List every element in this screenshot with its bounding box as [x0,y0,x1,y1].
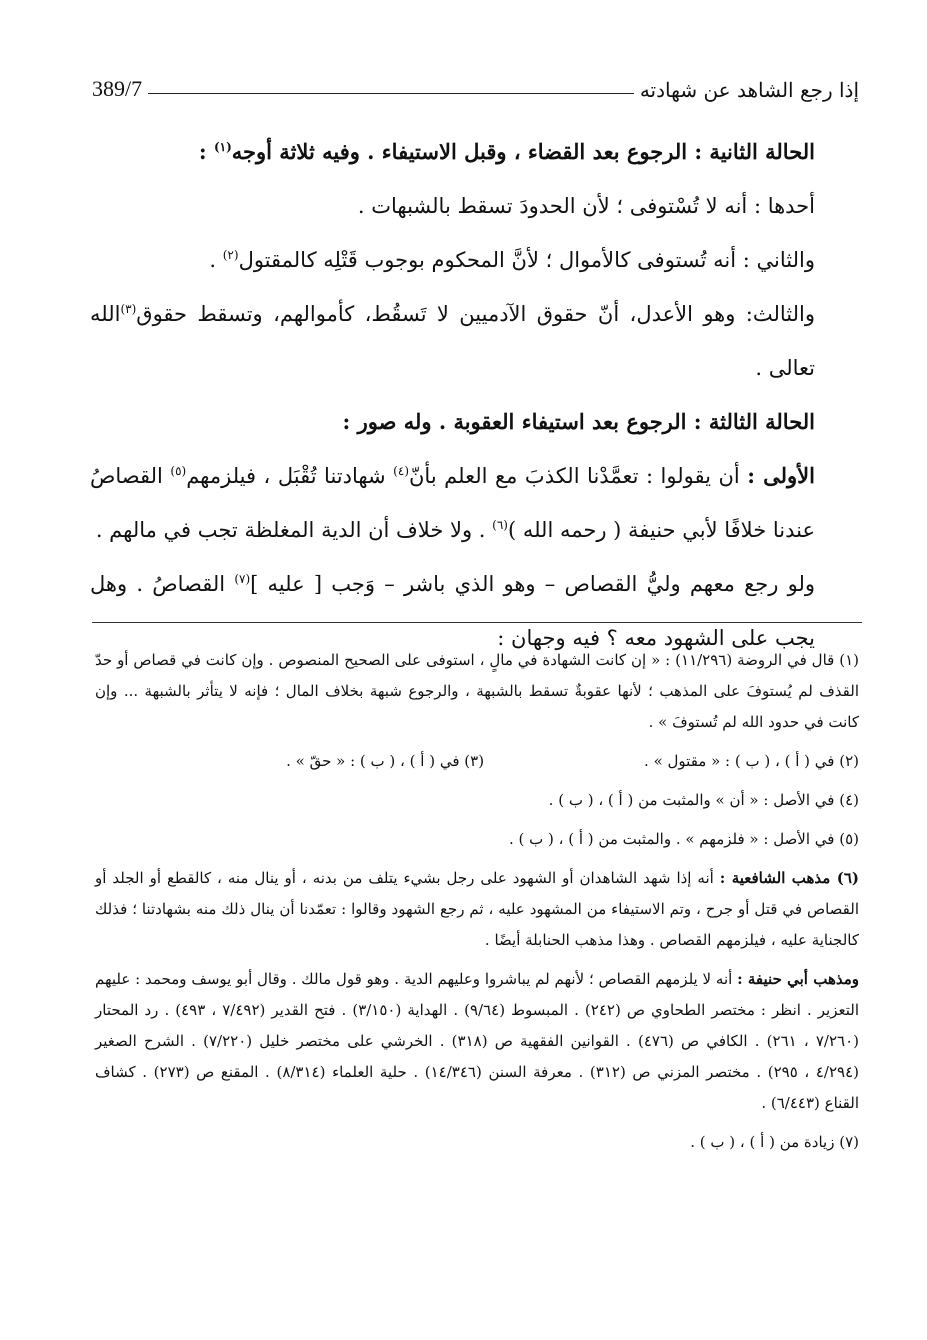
running-header [92,66,859,102]
footnote-ref: (٥) [170,464,187,478]
case2-heading: الحالة الثانية : الرجوع بعد القضاء ، وقبل الاستيفاء . وفيه ثلاثة أوجه$^{(١)}$ : [198,139,815,164]
footnote-2: (٢) في ( أ ) ، ( ب ) : « مقتول » . [644,752,859,770]
view-two: والثاني : أنه تُستوفى كالأموال ؛ لأنَّ المحكوم بوجوب قَتْلِه كالمقتول$^{(٢)}$ . [209,248,815,272]
footnote-row [95,746,859,777]
header-title: إذا رجع الشاهد عن شهادته [639,78,859,102]
guardian-scenario: ولو رجع معهم وليُّ القصاص – وهو الذي باشر – وَجب [ عليه ]$^{(٧)}$ القصاصُ . وهل يجب على الشهود معه ؟ فيه وجهان : [90,572,815,650]
footnote-ref: (٤) [393,464,409,478]
footnote-separator [92,622,862,623]
footnote-1: (١) قال في الروضة (١١/٢٩٦) : « إن كانت الشهادة في مالٍ ، استوفى على الصحيح المنصوص . وإن كانت في قصاص أو حدّ القذف لم يُستوفَ على المذهب ؛ لأنها عقوبةٌ تسقط بالشبهة ، والرجوع شبهة بخلاف المال ؛ فإنه لا يتأثر بالشبهة ... وإن كانت في حدود الله لم تُستوفَ » . [95,651,860,731]
view-one: أحدها : أنه لا تُسْتوفى ؛ لأن الحدودَ تسقط بالشبهات . [357,194,815,218]
footnote-3: (٣) في ( أ ) ، ( ب ) : « حقّ » . [286,752,485,770]
page-number: 389/7 [92,76,143,101]
footnote-ref: (٦) [492,518,508,532]
case3-heading: الحالة الثالثة : الرجوع بعد استيفاء العقوبة . وله صور : [342,409,815,434]
footnote-7: (٧) زيادة من ( أ ) ، ( ب ) . [690,1133,859,1151]
first-scenario: الأولى : أن يقولوا : تعمَّدْنا الكذبَ مع العلم بأنّ$^{(٤)}$ شهادتنا تُقْبَل ، فيلزمهم$^{(٥)}$ القصاصُ عندنا خلافًا لأبي حنيفة ( رحمه الله )$^{(٦)}$ . ولا خلاف أن الدية المغلظة تجب في مالهم . [90,463,815,542]
footnote-4: (٤) في الأصل : « أن » والمثبت من ( أ ) ، ( ب ) . [548,791,859,809]
footnote-ref: (١) [213,140,232,154]
footnote-5: (٥) في الأصل : « فلزمهم » . والمثبت من ( أ ) ، ( ب ) . [508,830,859,848]
header-rule [148,93,634,94]
footnote-ref: (٧) [234,572,251,586]
main-text [90,125,815,665]
footnote-ref: (٣) [120,302,137,316]
view-three: والثالث: وهو الأعدل، أنّ حقوق الآدميين لا تَسقُط، كأموالهم، وتسقط حقوق$^{(٣)}$الله تعالى . [90,302,815,380]
footnotes [95,645,859,1166]
footnote-6-shafii: (٦) مذهب الشافعية : أنه إذا شهد الشاهدان أو الشهود على رجل بشيء يتلف من بدنه ، أو ينال منه ، كالقطع أو الجلد أو القصاص في قتل أو جرح ، وتم الاستيفاء من المشهود عليه ، ثم رجع الشهود وقالوا : تعمّدنا أن ينال ذلك منه بشهادتنا ؛ فذلك كالجناية عليه ، فيلزمهم القصاص . وهذا مذهب الحنابلة أيضًا . [95,869,859,949]
footnote-ref: (٢) [222,248,239,262]
footnote-6-hanafi: ومذهب أبي حنيفة : أنه لا يلزمهم القصاص ؛ لأنهم لم يباشروا وعليهم الدية . وهو قول مالك . وقال أبو يوسف ومحمد : عليهم التعزير . انظر : مختصر الطحاوي ص (٢٤٢) . المبسوط (٩/٦٤) . الهداية (٣/١٥٠) . فتح القدير (٧/٤٩٢ ، ٤٩٣) . رد المحتار (٧/٢٦٠ ، ٢٦١) . الكافي ص (٤٧٦) . القوانين الفقهية ص (٣١٨) . الخرشي على مختصر خليل (٧/٢٢٠) . الشرح الصغير (٤/٢٩٤ ، ٢٩٥) . مختصر المزني ص (٣١٢) . معرفة السنن (١٤/٣٤٦) . حلية العلماء (٨/٣١٤) . المقنع ص (٢٧٣) . كشاف القناع (٦/٤٤٣) . [95,970,860,1112]
